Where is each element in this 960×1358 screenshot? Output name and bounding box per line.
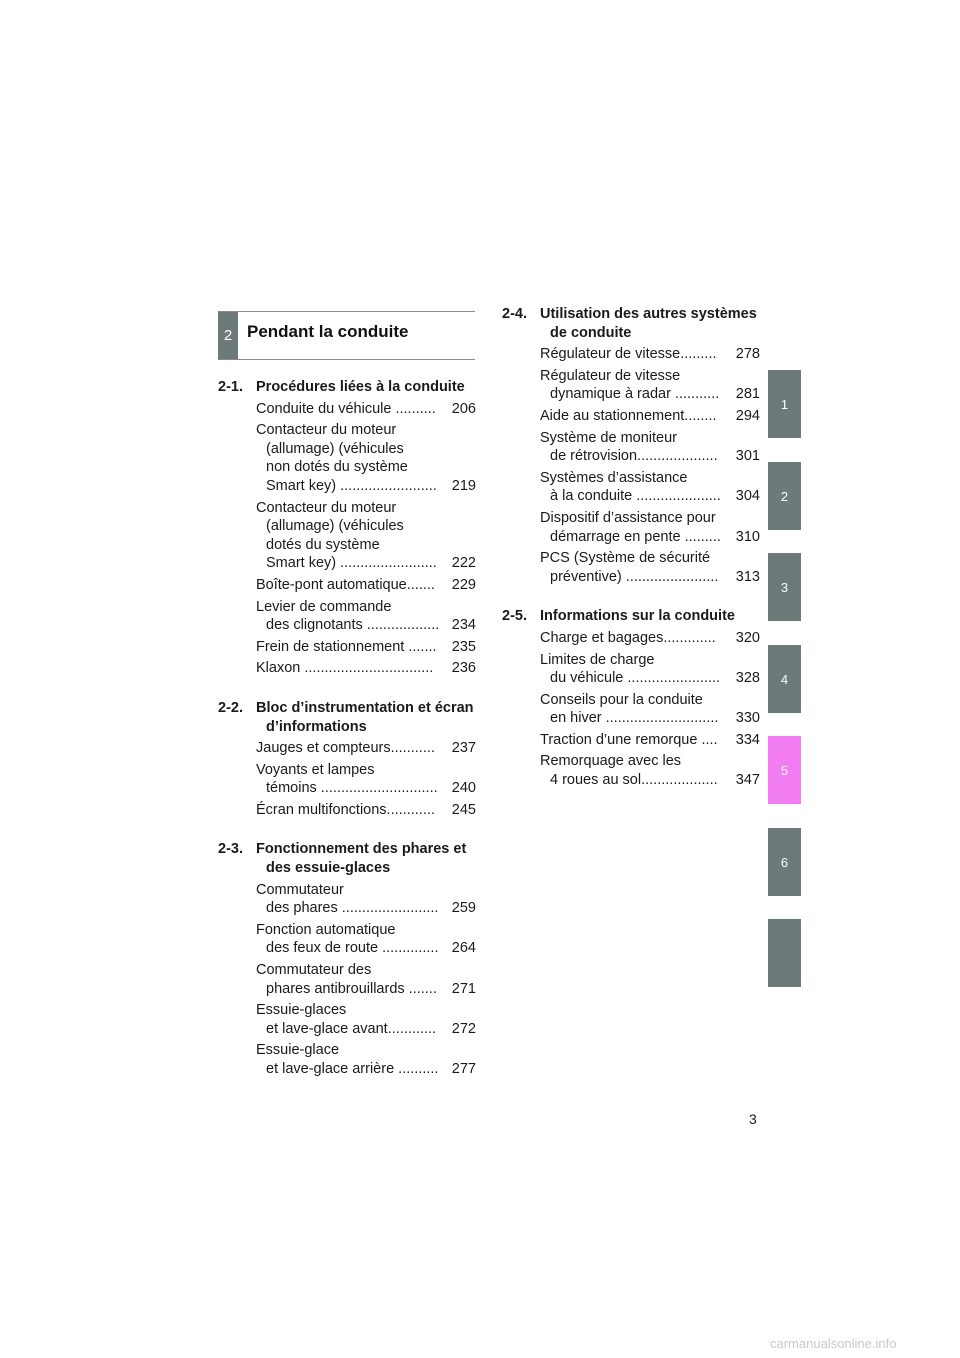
entry-page-number: 334 [735, 731, 760, 748]
entry-page-number: 278 [735, 346, 760, 363]
entry-page-number: 347 [735, 772, 760, 789]
section-heading[interactable] [502, 607, 760, 626]
toc-entry[interactable] [502, 731, 760, 750]
entry-title: Klaxon ................................ [256, 660, 434, 677]
chapter-header [218, 311, 475, 360]
entry-title: Systèmes d’assistance à la conduite ..................... [540, 469, 721, 505]
entry-page-number: 281 [735, 386, 760, 403]
entry-title: Contacteur du moteur (allumage) (véhicules dotés du système Smart key) ........................ [256, 499, 437, 572]
entry-page-number: 330 [735, 710, 760, 727]
section-heading[interactable] [218, 699, 476, 736]
toc-entry[interactable] [218, 961, 476, 998]
page-number: 3 [749, 1111, 757, 1127]
toc-section [502, 607, 760, 789]
entry-page-number: 237 [451, 740, 476, 757]
toc-entry[interactable] [218, 400, 476, 419]
section-number: 2-1. [218, 379, 243, 395]
section-number: 2-3. [218, 841, 243, 858]
toc-entry[interactable] [218, 739, 476, 758]
toc-section [502, 305, 760, 586]
entry-page-number: 219 [451, 477, 476, 494]
section-heading[interactable] [218, 840, 476, 877]
toc-entry[interactable] [218, 576, 476, 595]
entry-page-number: 272 [451, 1020, 476, 1037]
toc-entry[interactable] [502, 509, 760, 546]
section-number: 2-4. [502, 306, 527, 322]
chapter-tab-5[interactable]: 5 [768, 736, 801, 804]
toc-entry[interactable] [502, 469, 760, 506]
toc-entry[interactable] [218, 881, 476, 918]
section-heading[interactable] [218, 378, 476, 397]
toc-section [218, 378, 476, 678]
entry-page-number: 235 [451, 638, 476, 655]
toc-entry[interactable] [218, 761, 476, 798]
chapter-tab-3[interactable]: 3 [768, 553, 801, 621]
toc-entry[interactable] [218, 1041, 476, 1078]
section-title: Utilisation des autres systèmes de conduite [540, 306, 757, 341]
entry-title: Conduite du véhicule .......... [256, 400, 436, 417]
entry-page-number: 277 [451, 1061, 476, 1077]
entry-title: Fonction automatique des feux de route .............. [256, 921, 439, 957]
chapter-tab-2[interactable]: 2 [768, 462, 801, 530]
section-title: Fonctionnement des phares et des essuie-glaces [256, 841, 467, 877]
entry-page-number: 240 [451, 780, 476, 797]
toc-section [218, 840, 476, 1078]
entry-page-number: 271 [451, 980, 476, 997]
entry-page-number: 236 [451, 660, 476, 677]
toc-entry[interactable] [218, 801, 476, 820]
section-title: Bloc d’instrumentation et écran d’informations [256, 699, 474, 735]
entry-title: Jauges et compteurs........... [256, 740, 435, 757]
entry-page-number: 310 [735, 528, 760, 545]
entry-title: PCS (Système de sécurité préventive) ....................... [540, 550, 719, 585]
entry-title: Remorquage avec les 4 roues au sol................... [540, 753, 718, 789]
toc-entry[interactable] [218, 921, 476, 958]
entry-title: Régulateur de vitesse......... [540, 346, 717, 363]
toc-entry[interactable] [218, 659, 476, 678]
toc-entry[interactable] [502, 629, 760, 648]
section-title: Informations sur la conduite [540, 608, 735, 625]
section-heading[interactable] [502, 305, 760, 342]
toc-column-left [218, 378, 476, 1100]
toc-entry[interactable] [502, 429, 760, 466]
section-number: 2-2. [218, 699, 243, 716]
entry-title: Régulateur de vitesse dynamique à radar ........... [540, 367, 720, 403]
entry-title: Boîte-pont automatique....... [256, 576, 435, 593]
entry-page-number: 294 [735, 407, 760, 424]
entry-title: Aide au stationnement........ [540, 407, 717, 424]
chapter-title: Pendant la conduite [247, 322, 409, 341]
chapter-tab-1[interactable]: 1 [768, 370, 801, 438]
entry-title: Contacteur du moteur (allumage) (véhicules non dotés du système Smart key) ........................ [256, 422, 437, 494]
toc-entry[interactable] [502, 407, 760, 426]
entry-title: Essuie-glaces et lave-glace avant............ [256, 1002, 437, 1037]
entry-page-number: 328 [735, 670, 760, 687]
toc-entry[interactable] [218, 638, 476, 657]
entry-page-number: 222 [451, 555, 476, 572]
section-title: Procédures liées à la conduite [256, 379, 465, 395]
entry-title: Essuie-glace et lave-glace arrière .......... [256, 1042, 439, 1077]
toc-entry[interactable] [502, 549, 760, 586]
chapter-tab-6[interactable]: 6 [768, 828, 801, 896]
entry-title: Levier de commande des clignotants .................. [256, 598, 440, 634]
entry-page-number: 245 [451, 801, 476, 818]
toc-entry[interactable] [218, 1001, 476, 1038]
entry-title: Voyants et lampes témoins ............................. [256, 761, 438, 797]
entry-title: Commutateur des phares ........................ [256, 881, 439, 917]
chapter-tabs [768, 0, 801, 1358]
toc-entry[interactable] [502, 651, 760, 688]
toc-entry[interactable] [502, 367, 760, 404]
entry-title: Dispositif d’assistance pour démarrage en pente ......... [540, 509, 721, 545]
entry-page-number: 313 [735, 568, 760, 585]
toc-entry[interactable] [502, 752, 760, 789]
watermark: carmanualsonline.info [770, 1336, 897, 1351]
toc-entry[interactable] [502, 691, 760, 728]
entry-page-number: 264 [451, 940, 476, 957]
entry-page-number: 206 [451, 400, 476, 417]
entry-title: Système de moniteur de rétrovision.................... [540, 429, 718, 465]
entry-page-number: 234 [451, 617, 476, 634]
entry-page-number: 229 [451, 576, 476, 593]
chapter-number-badge: 2 [218, 312, 238, 359]
toc-entry[interactable] [502, 345, 760, 364]
entry-title: Commutateur des phares antibrouillards ....... [256, 962, 437, 997]
entry-page-number: 320 [735, 629, 760, 646]
toc-entry[interactable] [218, 499, 476, 573]
entry-page-number: 301 [735, 448, 760, 465]
toc-section [218, 699, 476, 820]
toc-entry[interactable] [218, 421, 476, 495]
entry-page-number: 259 [451, 900, 476, 917]
entry-title: Conseils pour la conduite en hiver ............................ [540, 691, 719, 727]
entry-title: Écran multifonctions............ [256, 801, 435, 818]
entry-title: Frein de stationnement ....... [256, 638, 437, 655]
section-number: 2-5. [502, 608, 527, 625]
chapter-tab-4[interactable]: 4 [768, 645, 801, 713]
toc-entry[interactable] [218, 598, 476, 635]
toc-column-right [502, 305, 760, 811]
chapter-tab-index[interactable] [768, 919, 801, 987]
entry-title: Charge et bagages............. [540, 629, 716, 646]
entry-title: Limites de charge du véhicule ....................... [540, 651, 721, 687]
entry-page-number: 304 [735, 488, 760, 505]
entry-title: Traction d’une remorque .... [540, 731, 718, 748]
